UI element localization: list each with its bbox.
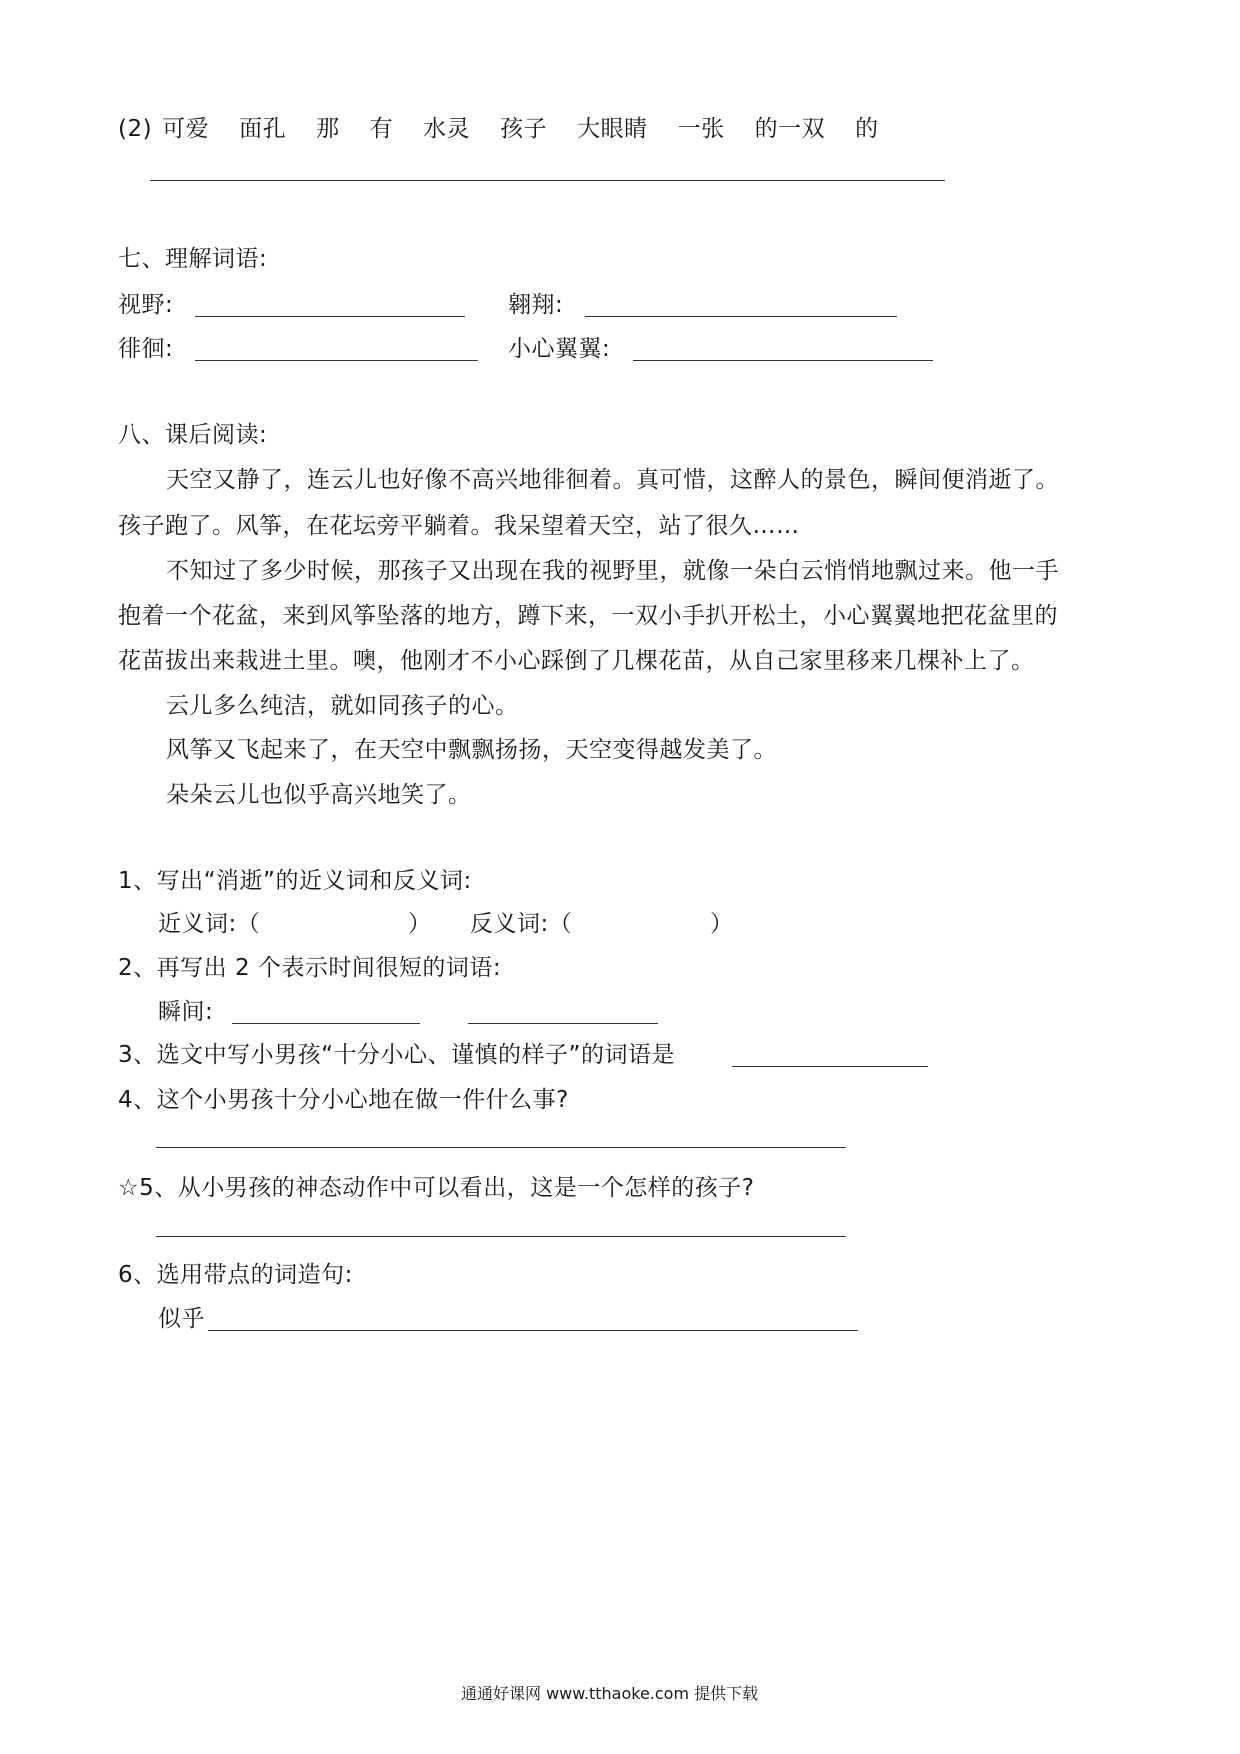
footer-source: 通通好课网 www.tthaoke.com 提供下载 [461, 1684, 759, 1703]
question-5: ☆5、从小男孩的神态动作中可以看出，这是一个怎样的孩子? [118, 1175, 755, 1201]
passage-line: 不知过了多少时候，那孩子又出现在我的视野里，就像一朵白云悄悄地飘过来。他一手 [166, 558, 1059, 584]
question-4: 4、这个小男孩十分小心地在做一件什么事? [118, 1087, 569, 1113]
word-chip: 有 [369, 116, 394, 142]
antonym-label: 反义词:（ [470, 911, 573, 937]
question-1: 1、写出“消逝”的近义词和反义词: [118, 868, 472, 894]
answer-line[interactable] [232, 1023, 420, 1024]
question-number: (2) [118, 116, 153, 142]
answer-line[interactable] [195, 360, 478, 361]
word-chip: 的 [855, 116, 879, 142]
passage-line: 抱着一个花盆，来到风筝坠落的地方，蹲下来，一双小手扒开松土，小心翼翼地把花盆里的 [118, 603, 1058, 629]
question-2: 2、再写出 2 个表示时间很短的词语: [118, 955, 502, 981]
answer-line[interactable] [156, 1147, 846, 1148]
passage-line: 云儿多么纯洁，就如同孩子的心。 [166, 693, 519, 719]
word-chip: 可爱 [162, 116, 210, 142]
word-chip: 的一双 [754, 116, 826, 142]
synonym-close: ） [408, 911, 432, 937]
vocab-item-paihuai: 徘徊: [118, 336, 174, 362]
word-chip: 那 [316, 116, 340, 142]
vocab-item-shiye: 视野: [118, 292, 174, 318]
answer-line[interactable] [732, 1066, 928, 1067]
word-chip: 一张 [677, 116, 725, 142]
answer-line[interactable] [195, 316, 465, 317]
question-6: 6、选用带点的词造句: [118, 1262, 353, 1288]
antonym-blank[interactable] [574, 909, 704, 939]
question-3: 3、选文中写小男孩“十分小心、谨慎的样子”的词语是 [118, 1042, 675, 1068]
antonym-close: ） [710, 911, 734, 937]
word-chip: 孩子 [500, 116, 548, 142]
passage-line: 天空又静了，连云儿也好像不高兴地徘徊着。真可惜，这醉人的景色，瞬间便消逝了。 [166, 467, 1059, 493]
vocab-item-xiaoxinyiyi: 小心翼翼: [508, 336, 611, 362]
word-chip: 水灵 [423, 116, 471, 142]
answer-line[interactable] [585, 316, 897, 317]
answer-line[interactable] [208, 1330, 858, 1331]
shunjian-label: 瞬间: [158, 999, 214, 1025]
section-8-title: 八、课后阅读: [118, 422, 268, 448]
sentence-word-sihu: 似乎 [158, 1306, 205, 1332]
answer-line[interactable] [150, 180, 945, 181]
passage-line: 风筝又飞起来了，在天空中飘飘扬扬，天空变得越发美了。 [166, 737, 777, 763]
vocab-item-aoxiang: 翱翔: [508, 292, 564, 318]
word-chip: 面孔 [239, 116, 287, 142]
passage-line: 孩子跑了。风筝，在花坛旁平躺着。我呆望着天空，站了很久…… [118, 513, 800, 539]
synonym-label: 近义词:（ [158, 911, 261, 937]
word-chip: 大眼睛 [577, 116, 648, 142]
passage-line: 朵朵云儿也似乎高兴地笑了。 [166, 782, 472, 808]
passage-line: 花苗拔出来栽进土里。噢，他刚才不小心踩倒了几棵花苗，从自己家里移来几棵补上了。 [118, 648, 1035, 674]
synonym-blank[interactable] [262, 909, 402, 939]
reorder-question-2 [118, 114, 909, 144]
answer-line[interactable] [633, 360, 933, 361]
answer-line[interactable] [156, 1236, 846, 1237]
section-7-title: 七、理解词语: [118, 246, 268, 272]
answer-line[interactable] [468, 1023, 658, 1024]
